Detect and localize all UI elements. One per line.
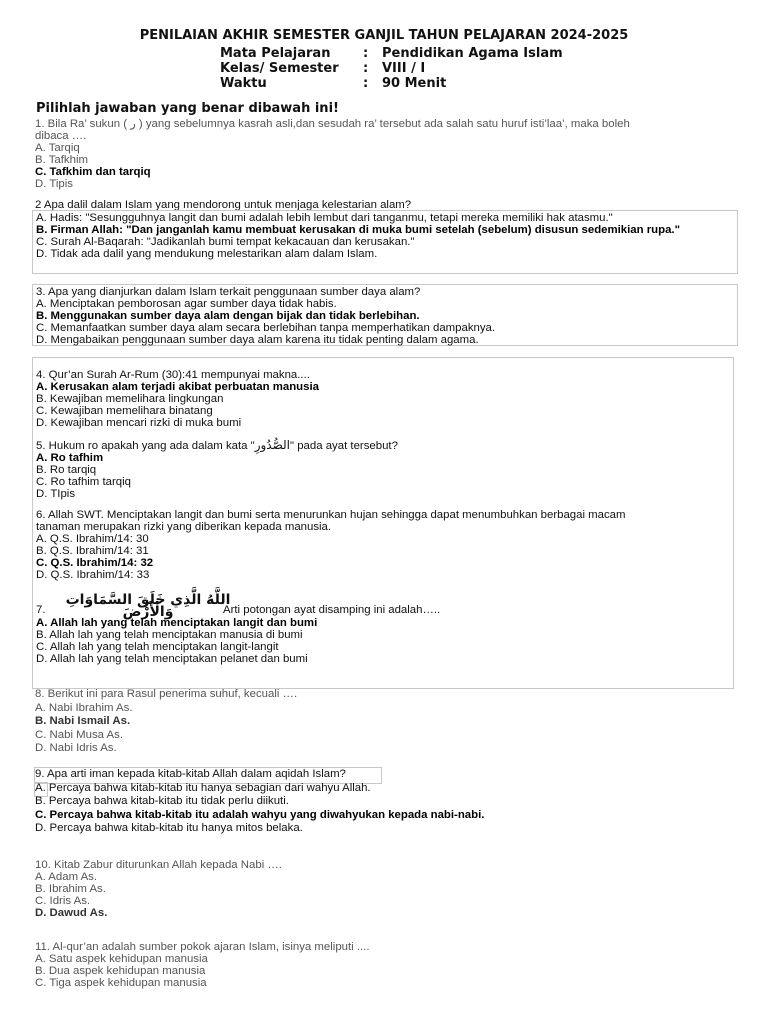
meta-value: 90 Menit xyxy=(382,76,447,91)
option-a: A. Percaya bahwa kitab-kitab itu hanya sebagian dari wahyu Allah. xyxy=(35,781,371,794)
option-d: D. Q.S. Ibrahim/14: 33 xyxy=(36,569,150,581)
meta-sep: : xyxy=(363,46,369,61)
question-5 xyxy=(36,439,736,500)
arabic-word: الصُّدُورِ xyxy=(254,438,290,452)
question-11 xyxy=(35,941,735,989)
question-stem: 8. Berikut ini para Rasul penerima suhuf, kecuali …. xyxy=(35,688,298,700)
question-stem: dibaca …. xyxy=(35,130,87,142)
option-b-correct: B. Menggunakan sumber daya alam dengan bijak dan tidak berlebihan. xyxy=(36,310,420,322)
question-stem xyxy=(36,439,736,452)
exam-title: PENILAIAN AKHIR SEMESTER GANJIL TAHUN PELAJARAN 2024-2025 xyxy=(139,28,629,43)
question-stem: 10. Kitab Zabur diturunkan Allah kepada Nabi …. xyxy=(35,859,282,871)
question-7-stem xyxy=(36,592,736,620)
option-d-correct: D. Dawud As. xyxy=(35,907,108,919)
instruction: Pilihlah jawaban yang benar dibawah ini! xyxy=(36,101,339,116)
meta-value: Pendidikan Agama Islam xyxy=(382,46,563,61)
question-8 xyxy=(35,688,735,756)
option-b: B. Q.S. Ibrahim/14: 31 xyxy=(36,545,149,557)
option-a-correct: A. Allah lah yang telah menciptakan langit dan bumi xyxy=(36,617,318,629)
option-b: B. Dua aspek kehidupan manusia xyxy=(35,965,206,977)
question-7-options xyxy=(36,617,736,665)
option-d: D. Percaya bahwa kitab-kitab itu hanya mitos belaka. xyxy=(35,822,303,834)
option-c: C. Kewajiban memelihara binatang xyxy=(36,405,213,417)
option-d: D. Nabi Idris As. xyxy=(35,742,117,754)
option-b-correct: B. Nabi Ismail As. xyxy=(35,715,131,727)
question-number: 7. xyxy=(36,604,46,616)
question-1 xyxy=(35,118,735,190)
option-a: A. Menciptakan pemborosan agar sumber daya tidak habis. xyxy=(36,298,337,310)
question-stem: 9. Apa arti iman kepada kitab-kitab Allah dalam aqidah Islam? xyxy=(35,768,346,780)
question-stem: 1. Bila Ra’ sukun ( ر ) yang sebelumnya kasrah asli,dan sesudah ra’ tersebut ada salah satu huruf isti’laa’, maka boleh xyxy=(35,118,630,130)
option-a: A. Nabi Ibrahim As. xyxy=(35,701,133,714)
option-c: C. Surah Al-Baqarah: "Jadikanlah bumi tempat kekacauan dan kerusakan." xyxy=(36,236,415,248)
option-a: A. Hadis: "Sesungguhnya langit dan bumi adalah lebih lembut dari tanganmu, tetapi mereka memiliki hak atasmu." xyxy=(36,212,613,224)
option-a: A. Adam As. xyxy=(35,871,98,883)
option-a: A. Satu aspek kehidupan manusia xyxy=(35,953,208,965)
question-stem: 4. Qur’an Surah Ar-Rum (30):41 mempunyai makna.... xyxy=(36,369,310,381)
option-a: A. Tarqiq xyxy=(35,142,80,154)
question-2-options xyxy=(36,212,732,260)
option-c: C. Tiga aspek kehidupan manusia xyxy=(35,977,207,989)
question-stem: 2 Apa dalil dalam Islam yang mendorong untuk menjaga kelestarian alam? xyxy=(35,199,412,211)
meta-key: Waktu xyxy=(220,76,267,91)
option-b: B. Kewajiban memelihara lingkungan xyxy=(36,393,224,405)
option-d: D. Tipis xyxy=(35,178,73,190)
option-b: B. Ibrahim As. xyxy=(35,883,106,895)
question-4 xyxy=(36,369,736,429)
question-9 xyxy=(35,768,735,836)
question-6 xyxy=(36,509,736,581)
option-a-correct: A. Kerusakan alam terjadi akibat perbuatan manusia xyxy=(36,381,319,393)
option-c: C. Nabi Musa As. xyxy=(35,728,123,741)
option-d: D. Mengabaikan penggunaan sumber daya alam karena itu tidak penting dalam agama. xyxy=(36,334,479,346)
option-c: C. Ro tafhim tarqiq xyxy=(36,476,131,488)
option-b: B. Percaya bahwa kitab-kitab itu tidak perlu diikuti. xyxy=(35,795,289,807)
question-stem: 3. Apa yang dianjurkan dalam Islam terkait penggunaan sumber daya alam? xyxy=(36,286,421,298)
option-c: C. Idris As. xyxy=(35,895,91,907)
option-b: B. Tafkhim xyxy=(35,154,88,166)
option-d: D. TIpis xyxy=(36,488,76,500)
question-3 xyxy=(36,286,736,346)
stem-text: " pada ayat tersebut? xyxy=(290,440,398,452)
meta-sep: : xyxy=(363,76,369,91)
option-c-correct: C. Tafkhim dan tarqiq xyxy=(35,166,151,178)
option-b: B. Allah lah yang telah menciptakan manusia di bumi xyxy=(36,629,303,641)
option-c-correct: C. Percaya bahwa kitab-kitab itu adalah wahyu yang diwahyukan kepada nabi-nabi. xyxy=(35,808,485,821)
option-c: C. Allah lah yang telah menciptakan langit-langit xyxy=(36,641,279,653)
option-a: A. Q.S. Ibrahim/14: 30 xyxy=(36,533,149,545)
option-d: D. Kewajiban mencari rizki di muka bumi xyxy=(36,417,242,429)
option-d: D. Tidak ada dalil yang mendukung melestarikan alam dalam Islam. xyxy=(36,248,378,260)
option-a-correct: A. Ro tafhim xyxy=(36,452,104,464)
meta-sep: : xyxy=(363,61,369,76)
meta-key: Kelas/ Semester xyxy=(220,61,339,76)
question-10 xyxy=(35,859,735,919)
option-b-correct: B. Firman Allah: "Dan janganlah kamu membuat kerusakan di muka bumi setelah (sebelum) disusun sedemikian rupa." xyxy=(36,224,680,236)
question-stem: 6. Allah SWT. Menciptakan langit dan bumi serta menurunkan hujan sehingga dapat menumbuhkan berbagai macam xyxy=(36,509,626,521)
question-stem: tanaman merupakan rizki yang diberikan kepada manusia. xyxy=(36,521,332,533)
option-b: B. Ro tarqiq xyxy=(36,464,97,476)
question-stem: 11. Al-qur’an adalah sumber pokok ajaran Islam, isinya meliputi .... xyxy=(35,941,370,953)
arabic-verse: اللَّهُ الَّذِي خَلَقَ السَّمَاوَاتِ وَالْأَرْضَ xyxy=(65,592,231,620)
option-d: D. Allah lah yang telah menciptakan pelanet dan bumi xyxy=(36,653,308,665)
meta-value: VIII / I xyxy=(382,61,426,76)
stem-text: 5. Hukum ro apakah yang ada dalam kata " xyxy=(36,440,255,452)
option-c: C. Memanfaatkan sumber daya alam secara berlebihan tanpa memperhatikan dampaknya. xyxy=(36,322,496,334)
meta-key: Mata Pelajaran xyxy=(220,46,331,61)
question-stem: Arti potongan ayat disamping ini adalah….. xyxy=(223,604,441,616)
option-c-correct: C. Q.S. Ibrahim/14: 32 xyxy=(36,557,154,569)
